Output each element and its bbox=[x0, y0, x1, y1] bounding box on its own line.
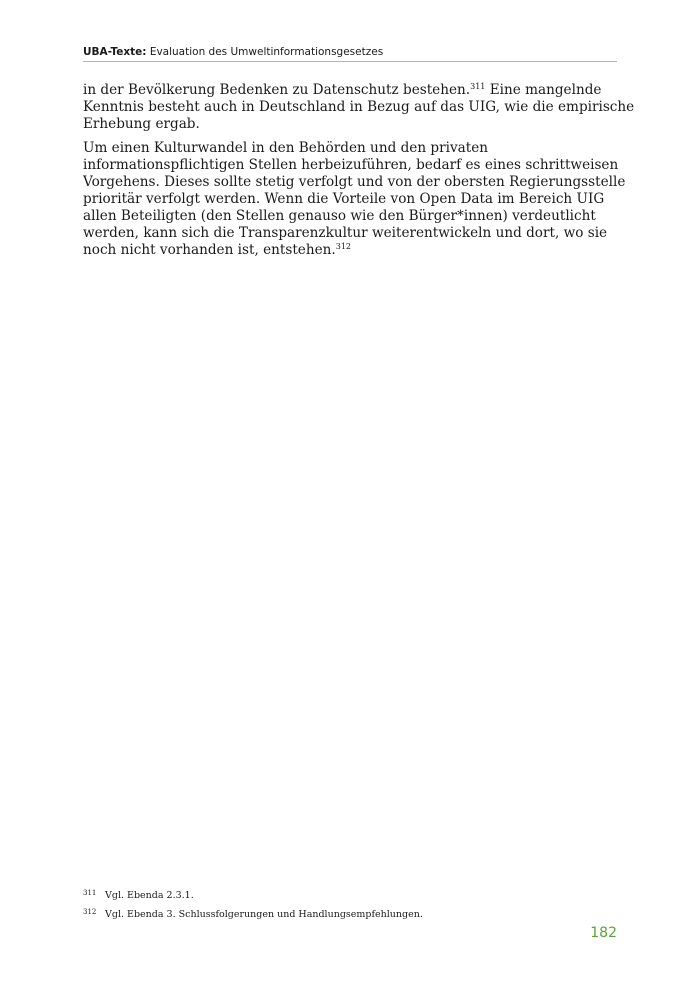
paragraph-1 bbox=[83, 82, 635, 133]
page-number: 182 bbox=[590, 925, 617, 941]
paragraph-1-line-3: Erhebung ergab. bbox=[83, 116, 200, 132]
footnote-number: 312 bbox=[83, 908, 97, 916]
footnote-ref-311[interactable]: 311 bbox=[470, 82, 486, 91]
paragraph-2-line-6: werden, kann sich die Transparenzkultur weiterentwickeln und dort, wo sie bbox=[83, 225, 608, 241]
paragraph-2-line-4: prioritär verfolgt werden. Wenn die Vorteile von Open Data im Bereich UIG bbox=[83, 191, 605, 207]
paragraph-2 bbox=[83, 140, 626, 259]
paragraph-2-line-3: Vorgehens. Dieses sollte stetig verfolgt und von der obersten Regierungsstelle bbox=[83, 174, 626, 190]
paragraph-1-line-1-cont: Eine mangelnde bbox=[485, 82, 602, 98]
paragraph-1-line-1: in der Bevölkerung Bedenken zu Datenschutz bestehen. bbox=[83, 82, 471, 98]
paragraph-2-line-1: Um einen Kulturwandel in den Behörden und den privaten bbox=[83, 140, 489, 156]
paragraph-2-line-7: noch nicht vorhanden ist, entstehen. bbox=[83, 242, 336, 258]
paragraph-2-line-5: allen Beteiligten (den Stellen genauso wie den Bürger*innen) verdeutlicht bbox=[83, 208, 596, 224]
paragraph-2-line-2: informationspflichtigen Stellen herbeizuführen, bedarf es eines schrittweisen bbox=[83, 157, 619, 173]
footnotes bbox=[83, 890, 617, 928]
header-title: Evaluation des Umweltinformationsgesetzes bbox=[146, 46, 384, 58]
footnote-ref-312[interactable]: 312 bbox=[335, 242, 352, 251]
header-divider bbox=[83, 61, 617, 62]
footnote-text: Vgl. Ebenda 3. Schlussfolgerungen und Handlungsempfehlungen. bbox=[105, 909, 423, 920]
footnote-311 bbox=[83, 890, 617, 902]
running-header bbox=[83, 46, 617, 59]
footnote-number: 311 bbox=[83, 889, 97, 897]
main-text bbox=[83, 82, 635, 266]
header-brand: UBA-Texte: bbox=[83, 46, 147, 58]
footnote-312 bbox=[83, 909, 617, 921]
paragraph-1-line-2: Kenntnis besteht auch in Deutschland in Bezug auf das UIG, wie die empirische bbox=[83, 99, 635, 115]
footnote-text: Vgl. Ebenda 2.3.1. bbox=[105, 890, 194, 901]
